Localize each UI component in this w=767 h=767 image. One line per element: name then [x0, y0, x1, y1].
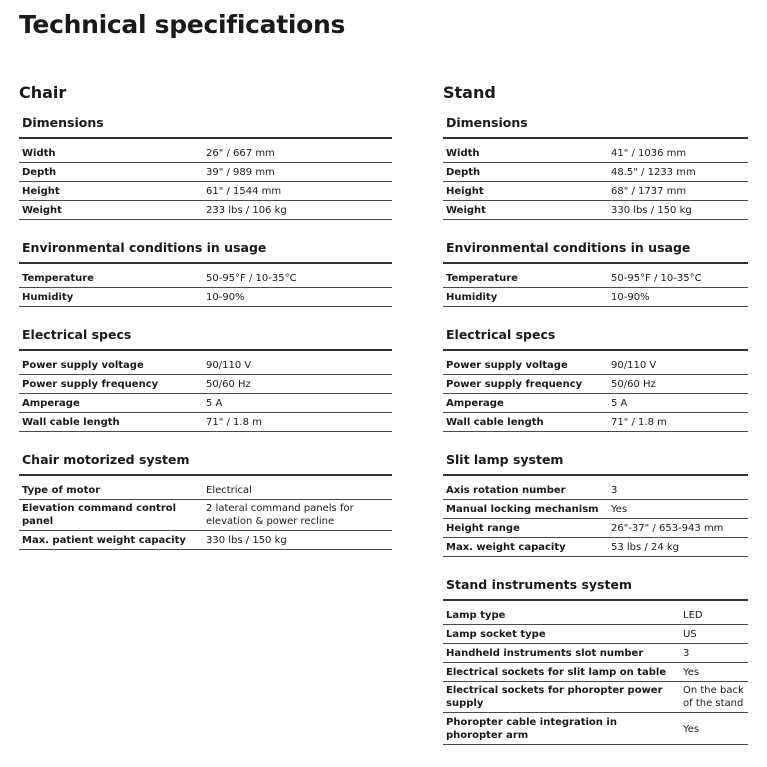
spec-value: Electrical: [203, 481, 392, 500]
stand-column: [443, 82, 748, 762]
spec-label: Height range: [443, 519, 608, 538]
spec-label: Humidity: [443, 288, 608, 307]
spec-table: [443, 269, 748, 307]
spec-value: Yes: [680, 713, 748, 745]
table-row: [443, 519, 748, 538]
spec-value: 39" / 989 mm: [203, 163, 392, 182]
section-title: Dimensions: [19, 112, 392, 139]
spec-value: 2 lateral command panels for elevation & power recline: [203, 500, 392, 531]
table-row: [19, 481, 392, 500]
table-row: [443, 201, 748, 220]
table-row: [443, 375, 748, 394]
table-row: [19, 201, 392, 220]
table-row: [443, 606, 748, 625]
spec-value: 68" / 1737 mm: [608, 182, 748, 201]
spec-value: 26" / 667 mm: [203, 144, 392, 163]
spec-value: 10-90%: [608, 288, 748, 307]
table-row: [19, 500, 392, 531]
spec-label: Temperature: [443, 269, 608, 288]
table-row: [19, 413, 392, 432]
table-row: [443, 288, 748, 307]
section-title: Dimensions: [443, 112, 748, 139]
spec-value: 10-90%: [203, 288, 392, 307]
spec-label: Weight: [443, 201, 608, 220]
spec-label: Power supply voltage: [443, 356, 608, 375]
chair-dimensions-section: [19, 112, 392, 220]
stand-dimensions-section: [443, 112, 748, 220]
spec-label: Phoropter cable integration in phoropter arm: [443, 713, 680, 745]
spec-label: Height: [443, 182, 608, 201]
spec-value: 330 lbs / 150 kg: [203, 531, 392, 550]
table-row: [19, 356, 392, 375]
table-row: [443, 500, 748, 519]
spec-value: 5 A: [203, 394, 392, 413]
spec-label: Electrical sockets for slit lamp on table: [443, 663, 680, 682]
table-row: [443, 269, 748, 288]
stand-slit-lamp-section: [443, 449, 748, 557]
section-title: Slit lamp system: [443, 449, 748, 476]
spec-label: Depth: [443, 163, 608, 182]
spec-value: 90/110 V: [608, 356, 748, 375]
table-row: [443, 182, 748, 201]
table-row: [19, 163, 392, 182]
table-row: [443, 538, 748, 557]
spec-value: 50-95°F / 10-35°C: [608, 269, 748, 288]
section-title: Environmental conditions in usage: [19, 237, 392, 264]
table-row: [443, 625, 748, 644]
spec-label: Type of motor: [19, 481, 203, 500]
table-row: [19, 394, 392, 413]
spec-label: Lamp type: [443, 606, 680, 625]
section-title: Chair motorized system: [19, 449, 392, 476]
spec-table: [19, 269, 392, 307]
spec-value: 71" / 1.8 m: [608, 413, 748, 432]
spec-label: Power supply frequency: [443, 375, 608, 394]
table-row: [443, 163, 748, 182]
spec-value: LED: [680, 606, 748, 625]
spec-label: Elevation command control panel: [19, 500, 203, 531]
stand-electrical-section: [443, 324, 748, 432]
chair-motorized-section: [19, 449, 392, 550]
stand-heading: Stand: [443, 83, 496, 102]
table-row: [19, 182, 392, 201]
spec-label: Max. weight capacity: [443, 538, 608, 557]
spec-value: 53 lbs / 24 kg: [608, 538, 748, 557]
spec-value: Yes: [608, 500, 748, 519]
spec-value: On the back of the stand: [680, 682, 748, 713]
spec-label: Width: [19, 144, 203, 163]
chair-environment-section: [19, 237, 392, 307]
spec-label: Handheld instruments slot number: [443, 644, 680, 663]
spec-table: [443, 481, 748, 557]
spec-value: 61" / 1544 mm: [203, 182, 392, 201]
spec-label: Weight: [19, 201, 203, 220]
spec-label: Power supply frequency: [19, 375, 203, 394]
spec-label: Depth: [19, 163, 203, 182]
spec-value: 3: [680, 644, 748, 663]
spec-table: [19, 481, 392, 550]
spec-label: Humidity: [19, 288, 203, 307]
spec-value: 330 lbs / 150 kg: [608, 201, 748, 220]
spec-value: 71" / 1.8 m: [203, 413, 392, 432]
spec-label: Max. patient weight capacity: [19, 531, 203, 550]
spec-value: US: [680, 625, 748, 644]
spec-label: Wall cable length: [443, 413, 608, 432]
spec-value: 50/60 Hz: [608, 375, 748, 394]
stand-instruments-section: [443, 574, 748, 745]
spec-table: [19, 356, 392, 432]
spec-label: Power supply voltage: [19, 356, 203, 375]
stand-environment-section: [443, 237, 748, 307]
spec-value: 48.5" / 1233 mm: [608, 163, 748, 182]
spec-value: 233 lbs / 106 kg: [203, 201, 392, 220]
spec-value: 41" / 1036 mm: [608, 144, 748, 163]
spec-label: Manual locking mechanism: [443, 500, 608, 519]
chair-heading: Chair: [19, 83, 67, 102]
spec-table: [443, 144, 748, 220]
spec-label: Height: [19, 182, 203, 201]
table-row: [19, 531, 392, 550]
table-row: [19, 144, 392, 163]
spec-label: Lamp socket type: [443, 625, 680, 644]
section-title: Environmental conditions in usage: [443, 237, 748, 264]
spec-label: Wall cable length: [19, 413, 203, 432]
spec-label: Axis rotation number: [443, 481, 608, 500]
table-row: [443, 413, 748, 432]
spec-table: [19, 144, 392, 220]
spec-value: 3: [608, 481, 748, 500]
spec-label: Amperage: [19, 394, 203, 413]
spec-value: Yes: [680, 663, 748, 682]
spec-table: [443, 606, 748, 745]
spec-label: Temperature: [19, 269, 203, 288]
table-row: [443, 356, 748, 375]
page-title: Technical specifications: [19, 10, 346, 39]
spec-label: Electrical sockets for phoropter power supply: [443, 682, 680, 713]
section-title: Electrical specs: [443, 324, 748, 351]
table-row: [443, 144, 748, 163]
table-row: [443, 682, 748, 713]
spec-label: Amperage: [443, 394, 608, 413]
table-row: [443, 481, 748, 500]
spec-value: 50-95°F / 10-35°C: [203, 269, 392, 288]
spec-value: 26"-37" / 653-943 mm: [608, 519, 748, 538]
spec-value: 50/60 Hz: [203, 375, 392, 394]
chair-electrical-section: [19, 324, 392, 432]
spec-value: 90/110 V: [203, 356, 392, 375]
section-title: Stand instruments system: [443, 574, 748, 601]
chair-column: [19, 82, 392, 567]
table-row: [19, 288, 392, 307]
table-row: [443, 394, 748, 413]
table-row: [443, 713, 748, 745]
table-row: [19, 269, 392, 288]
table-row: [443, 663, 748, 682]
table-row: [443, 644, 748, 663]
spec-table: [443, 356, 748, 432]
table-row: [19, 375, 392, 394]
spec-value: 5 A: [608, 394, 748, 413]
section-title: Electrical specs: [19, 324, 392, 351]
spec-label: Width: [443, 144, 608, 163]
